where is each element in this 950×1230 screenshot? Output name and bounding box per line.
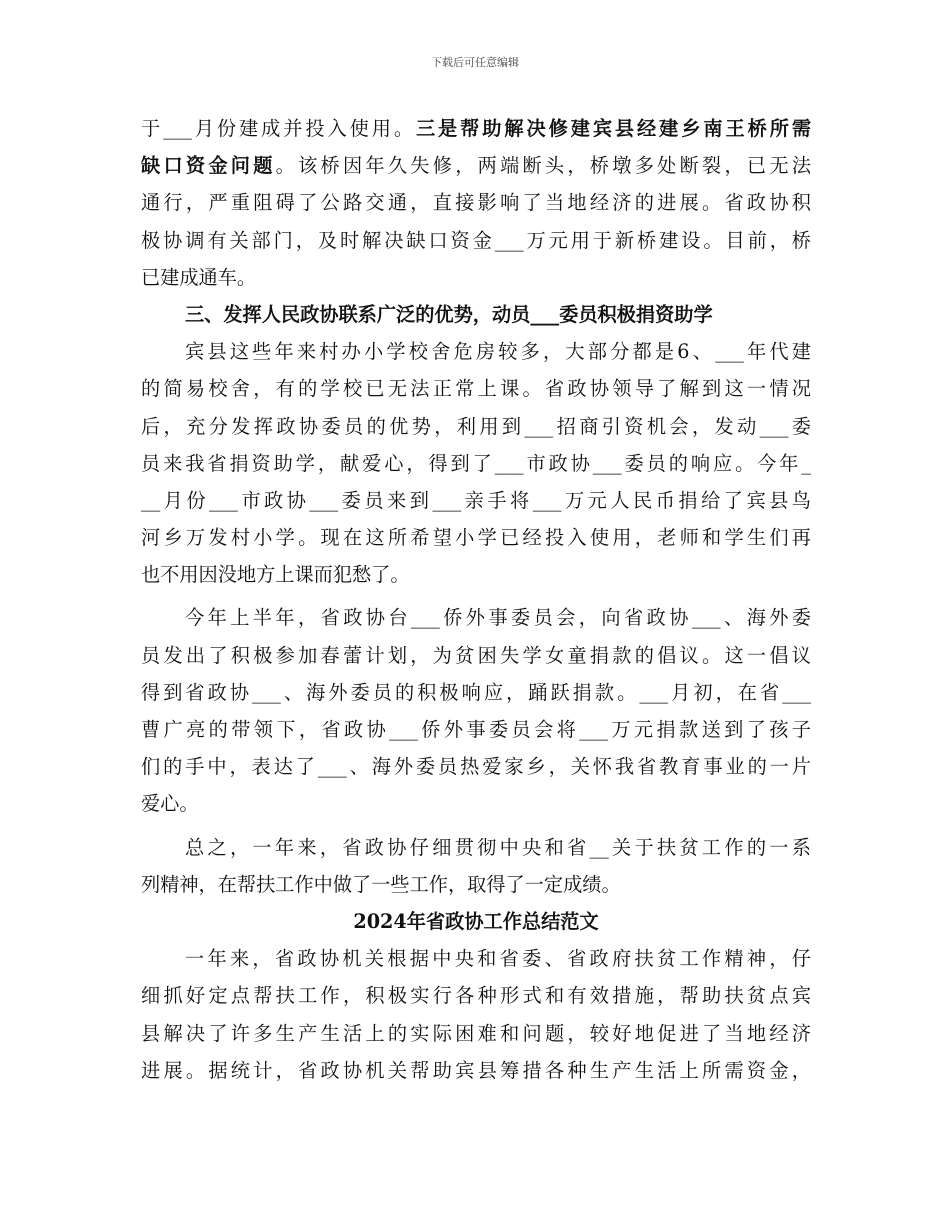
text-line: 县解决了许多生产生活上的实际困难和问题，较好地促进了当地经济	[141, 1021, 811, 1045]
text-line: 宾县这些年来村办小学校舍危房较多，大部分都是6、___年代建	[185, 340, 811, 364]
text-run: 于___月份建成并投入使用。	[141, 117, 416, 140]
text-line: 也不用因没地方上课而犯愁了。	[141, 563, 410, 587]
text-line: 的简易校舍，有的学校已无法正常上课。省政协领导了解到这一情况	[141, 377, 811, 401]
text-line: 进展。据统计，省政协机关帮助宾县筹措各种生产生活上所需资金，	[141, 1058, 811, 1082]
text-line: 已建成通车。	[141, 265, 257, 289]
text-line: 细抓好定点帮扶工作，积极实行各种形式和有效措施，帮助扶贫点宾	[141, 984, 811, 1008]
bold-text-run: 缺口资金问题	[141, 154, 276, 178]
text-line: 得到省政协___、海外委员的积极响应，踊跃捐款。___月初，在省___	[141, 680, 811, 704]
text-line: 河乡万发村小学。现在这所希望小学已经投入使用，老师和学生们再	[141, 526, 811, 550]
text-line: 总之，一年来，省政协仔细贯彻中央和省__关于扶贫工作的一系	[185, 835, 811, 859]
text-line	[141, 110, 811, 147]
text-line: 员来我省捐资助学，献爱心，得到了___市政协___委员的响应。今年_	[141, 451, 811, 475]
section-heading: 三、发挥人民政协联系广泛的优势，动员___委员积极捐资助学	[185, 302, 713, 326]
text-line: 今年上半年，省政协台___侨外事委员会，向省政协___、海外委	[185, 606, 811, 630]
document-body	[141, 110, 811, 1089]
text-line: 通行，严重阻碍了公路交通，直接影响了当地经济的进展。省政协积	[141, 191, 811, 215]
text-line: 列精神，在帮扶工作中做了一些工作，取得了一定成绩。	[141, 872, 621, 896]
page-header: 下载后可任意编辑	[431, 56, 519, 69]
text-line: 们的手中，表达了___、海外委员热爱家乡，关怀我省教育事业的一片	[141, 755, 811, 779]
bold-text-run: 三是帮助解决修建宾县经建乡南王桥所需	[415, 117, 812, 140]
text-line: __月份___市政协___委员来到___亲手将___万元人民币捐给了宾县鸟	[141, 488, 811, 512]
text-line: 一年来，省政协机关根据中央和省委、省政府扶贫工作精神，仔	[185, 947, 811, 971]
text-line: 爱心。	[141, 792, 199, 816]
text-run: 。该桥因年久失修，两端断头，桥墩多处断裂，已无法	[275, 154, 812, 178]
text-line	[141, 147, 811, 184]
text-line: 曹广亮的带领下，省政协___侨外事委员会将___万元捐款送到了孩子	[141, 718, 811, 741]
text-line: 后，充分发挥政协委员的优势，利用到___招商引资机会，发动___委	[141, 414, 811, 438]
document-title: 2024年省政协工作总结范文	[353, 909, 599, 933]
text-line: 员发出了积极参加春蕾计划，为贫困失学女童捐款的倡议。这一倡议	[141, 643, 811, 667]
text-line: 极协调有关部门，及时解决缺口资金___万元用于新桥建设。目前，桥	[141, 228, 811, 252]
